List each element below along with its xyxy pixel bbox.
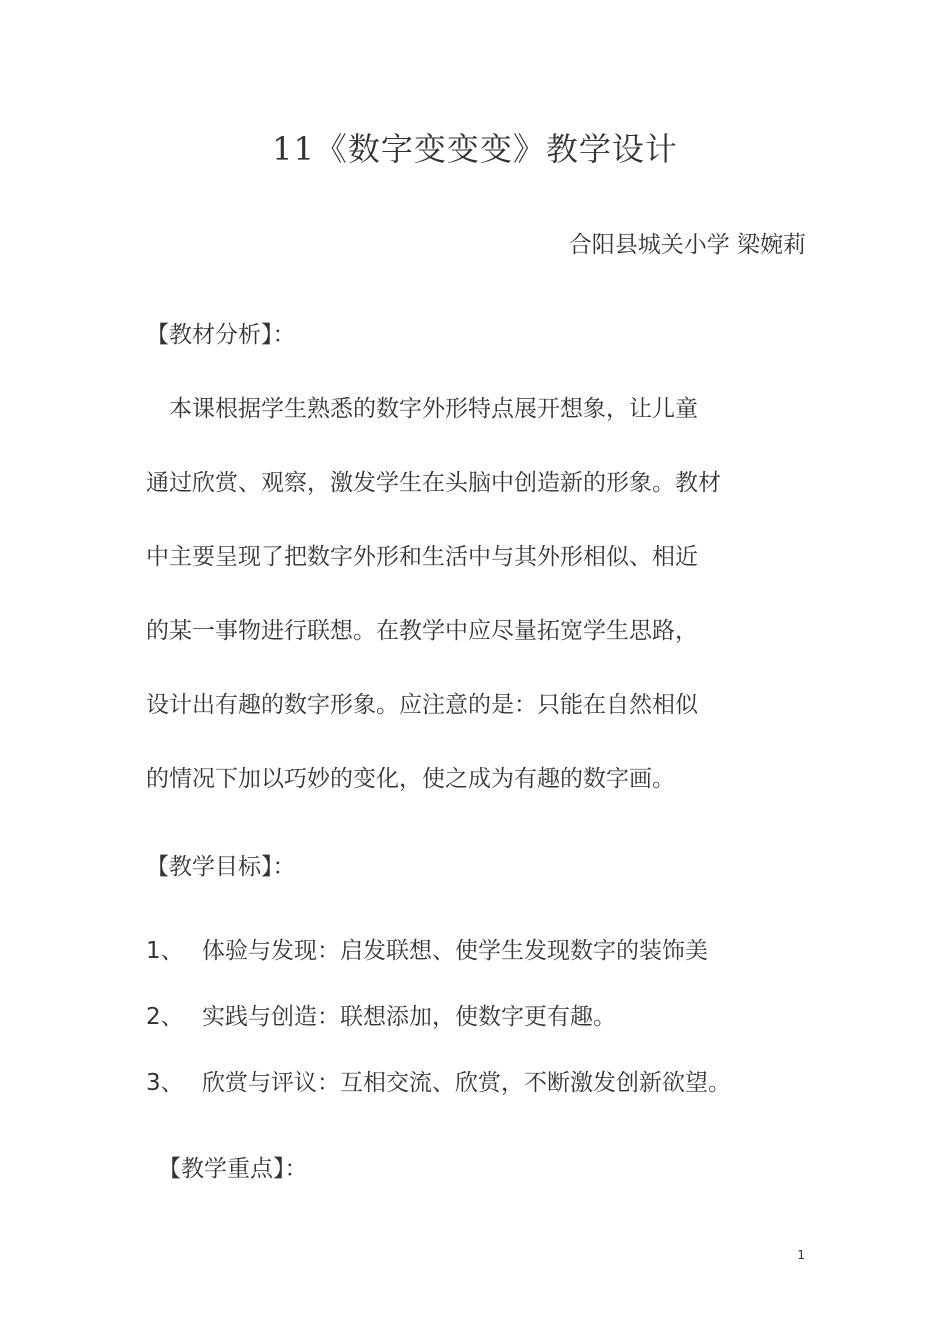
analysis-heading: 【教材分析】： <box>146 322 296 348</box>
goal-item <box>146 932 708 965</box>
document-title: 11《数字变变变》教学设计 <box>272 130 678 168</box>
goal-text: 实践与创造：联想添加，使数字更有趣。 <box>202 1004 616 1030</box>
analysis-line: 的情况下加以巧妙的变化，使之成为有趣的数字画。 <box>146 766 675 792</box>
goals-heading: 【教学目标】： <box>146 854 296 880</box>
page-number: 1 <box>797 1248 805 1262</box>
goal-number: 2、 <box>146 1004 184 1030</box>
goal-text: 体验与发现：启发联想、使学生发现数字的装饰美 <box>202 938 708 964</box>
goal-number: 1、 <box>146 938 184 964</box>
goal-item <box>146 998 616 1031</box>
goal-number: 3、 <box>146 1070 184 1096</box>
focus-heading: 【教学重点】： <box>158 1156 308 1182</box>
analysis-line: 设计出有趣的数字形象。应注意的是：只能在自然相似 <box>146 692 698 718</box>
analysis-line: 的某一事物进行联想。在教学中应尽量拓宽学生思路， <box>146 618 698 644</box>
author-line: 合阳县城关小学 梁婉莉 <box>568 232 806 258</box>
analysis-line: 中主要呈现了把数字外形和生活中与其外形相似、相近 <box>146 544 698 570</box>
analysis-line: 通过欣赏、观察，激发学生在头脑中创造新的形象。教材 <box>146 470 721 496</box>
goal-text: 欣赏与评议：互相交流、欣赏，不断激发创新欲望。 <box>202 1070 731 1096</box>
analysis-line: 本课根据学生熟悉的数字外形特点展开想象，让儿童 <box>146 396 698 422</box>
goal-item <box>146 1064 731 1097</box>
analysis-paragraph <box>146 390 766 810</box>
